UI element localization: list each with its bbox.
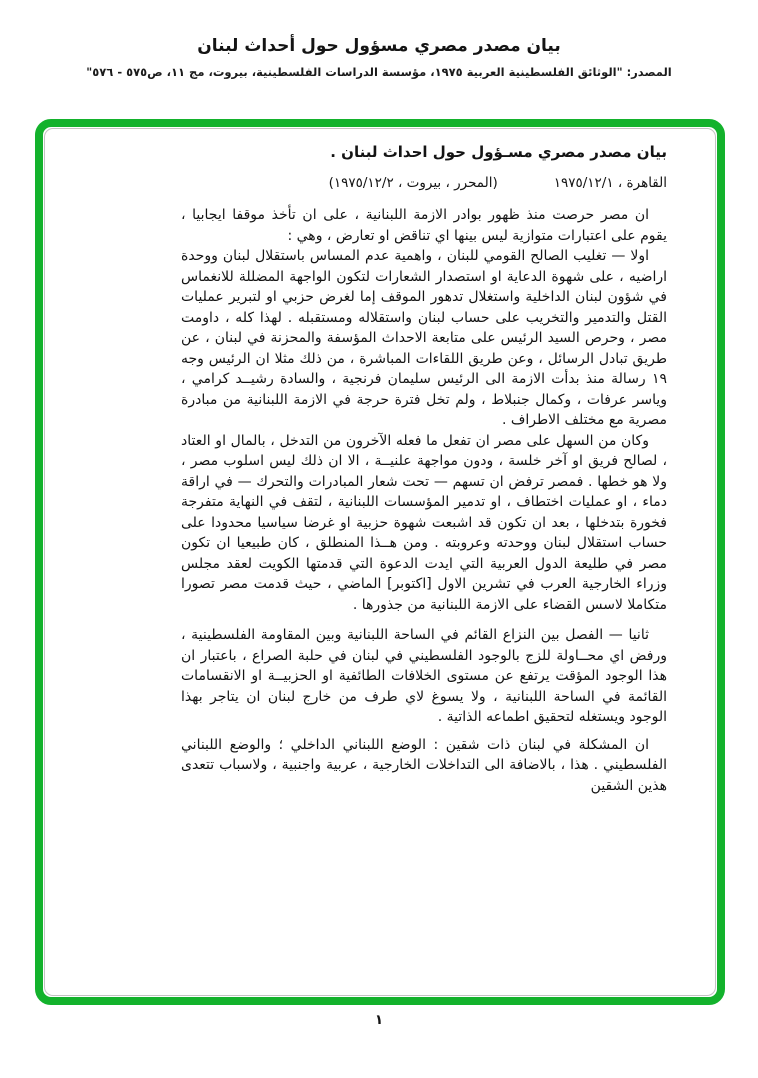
paragraph-first-point: اولا — تغليب الصالح القومي للبنان ، واهمية عدم المساس باستقلال لبنان ووحدة اراضيه ، على شهوة الدعاية او استصدار الشعارات لتكون الواجهة المضللة للانغماس في شؤون لبنان الداخلية واستغلال تدهور الموقف إما لغرض حزبي او لتبرير عمليات القتل والتدمير والتخريب على حساب لبنان واستقلاله ومستقبله . لهذا كله ، داومت مصر ، وحرص السيد الرئيس على متابعة الاحداث المؤسفة والمحزنة في لبنان ، عن طريق تبادل الرسائل ، وعن طريق اللقاءات المباشرة ، من ذلك مثلا ان الرئيس وجه ١٩ رسالة منذ بدأت الازمة الى الرئيس سليمان فرنجية ، والسادة رشيــد كرامي ، وياسر عرفات ، وكمال جنبلاط ، ولم تخل فترة حرجة في الازمة اللبنانية من مبادرة مصرية مع مختلف الاطراف . <box>181 248 667 428</box>
dateline <box>181 173 667 194</box>
paragraph-problem: ان المشكلة في لبنان ذات شقين : الوضع اللبناني الداخلي ؛ والوضع اللبناني الفلسطيني . هذا ، بالاضافة الى التداخلات الخارجية ، عربية واجنبية ، ولاسباب تتعدى هذين الشقين <box>181 736 667 794</box>
page-title: بيان مصدر مصري مسؤول حول أحداث لبنان <box>197 36 561 56</box>
source-line: المصدر: "الوثائق الفلسطينية العربية ١٩٧٥، مؤسسة الدراسات الفلسطينية، بيروت، مج ١١، ص٥٧٥ - ٥٧٦" <box>86 65 672 79</box>
page-number: ١ <box>374 1012 384 1028</box>
paragraph-egypt-stance: وكان من السهل على مصر ان تفعل ما فعله الآخرون من التدخل ، بالمال او العتاد ، لصالح فريق او آخر خلسة ، ودون مواجهة علنيــة ، الا ان ذلك ليس اسلوب مصر ، ولا هو خطها . فمصر ترفض ان تسهم — تحت شعار المبادرات والتحرك — في اراقة دماء ، او عمليات اختطاف ، او تدمير المؤسسات اللبنانية ، لتقف في النهاية متفرجة فخورة بتدخلها ، بعد ان تكون قد اشبعت شهوة حزبية او غرضا سياسيا محدودا على حساب استقلال لبنان ووحدته وعروبته . ومن هــذا المنطلق ، كان طبيعيا ان تكون مصر في طليعة الدول العربية التي ايدت الدعوة التي قدمتها الكويت لعقد مجلس وزراء الخارجية العرب في تشرين الاول [اكتوبر] الماضي ، حيث قدمت مصر تصورا متكاملا لاسس القضاء على الازمة اللبنانية من جذورها . <box>181 432 667 613</box>
document-frame <box>35 119 725 1005</box>
paragraph-second-point: ثانيا — الفصل بين النزاع القائم في الساحة اللبنانية وبين المقاومة الفلسطينية ، ورفض اي محــاولة للزج بالوجود الفلسطيني في لبنان في حلبة الصراع ، باعتبار ان هذا الوجود المؤقت يرتفع عن مستوى الخلافات الطائفية او الحزبيــة او الانقسامات القائمة في الساحة اللبنانية ، ولا يسوغ لاي طرف من خارج لبنان ان يتاجر بهذا الوجود ويستغله لتحقيق اطماعه الذاتية . <box>181 627 667 725</box>
dateline-place-date: القاهرة ، ١٩٧٥/١٢/١ <box>553 175 667 191</box>
top-header <box>0 36 758 79</box>
dateline-press-ref: (المحرر ، بيروت ، ١٩٧٥/١٢/٢) <box>328 175 498 191</box>
document-title: بيان مصدر مصري مسـؤول حول احداث لبنان . <box>330 143 667 161</box>
paragraph-intro: ان مصر حرصت منذ ظهور بوادر الازمة اللبنانية ، على ان تأخذ موقفا ايجابيا ، يقوم على اعتبارات متوازية ليس بينها اي تناقض او تعارض ، وهي : <box>181 207 667 244</box>
document-content <box>43 127 717 997</box>
